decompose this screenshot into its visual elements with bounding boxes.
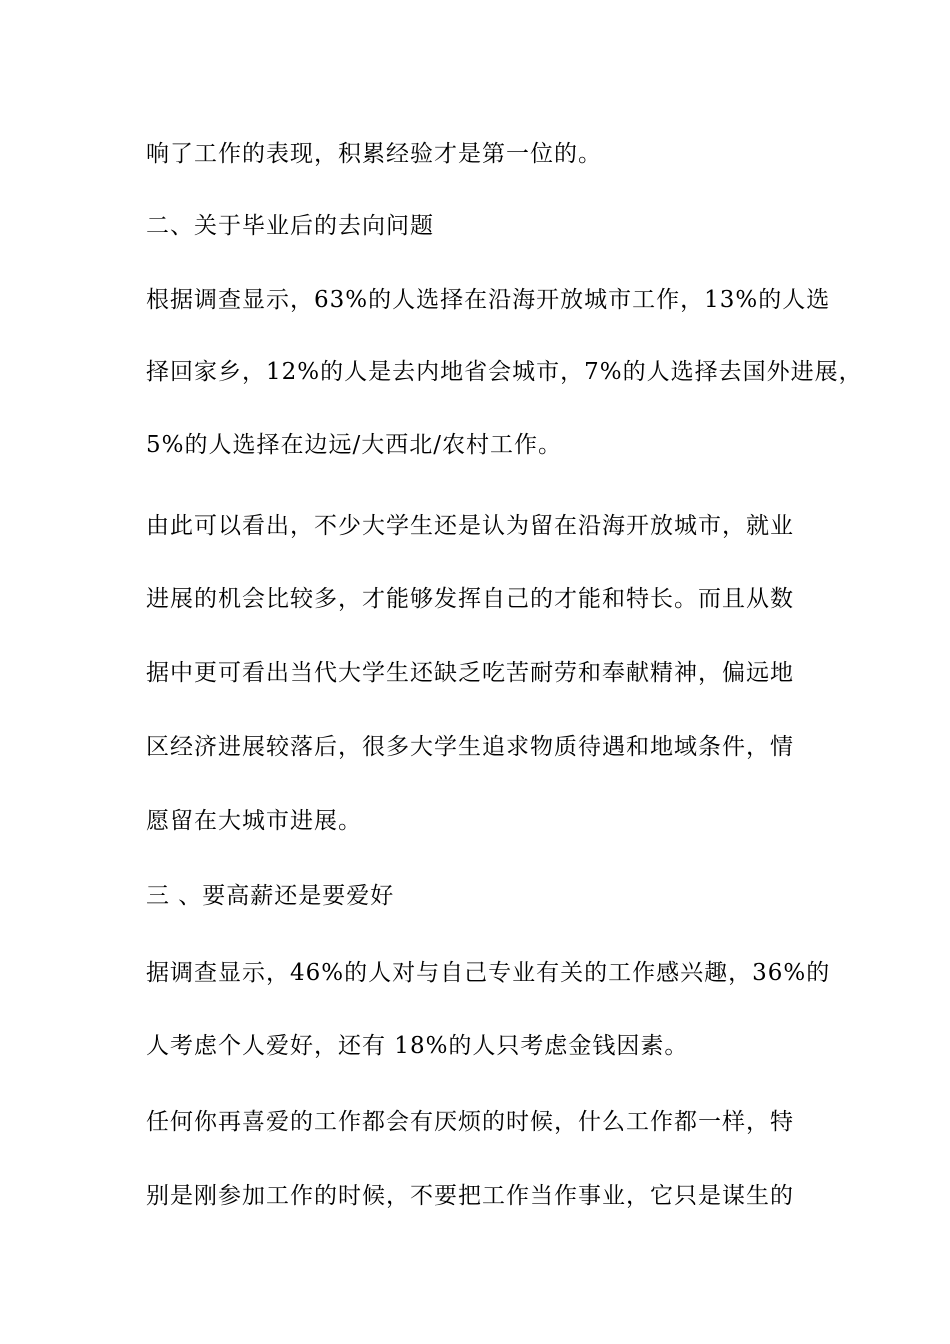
paragraph-line: 进展的机会比较多，才能够发挥自己的才能和特长。而且从数 <box>146 586 794 612</box>
paragraph-line: 据中更可看出当代大学生还缺乏吃苦耐劳和奉献精神，偏远地 <box>146 660 794 686</box>
paragraph-line: 择回家乡，12%的人是去内地省会城市，7%的人选择去国外进展， <box>146 359 863 385</box>
section-heading: 二、关于毕业后的去向问题 <box>146 213 434 239</box>
paragraph-line: 响了工作的表现，积累经验才是第一位的。 <box>146 141 602 167</box>
paragraph-line: 任何你再喜爱的工作都会有厌烦的时候，什么工作都一样，特 <box>146 1109 794 1135</box>
section-heading: 三 、要高薪还是要爱好 <box>146 883 395 909</box>
paragraph-line: 区经济进展较落后，很多大学生追求物质待遇和地域条件，情 <box>146 734 794 760</box>
paragraph-line: 愿留在大城市进展。 <box>146 808 362 834</box>
paragraph-line: 根据调查显示，63%的人选择在沿海开放城市工作，13%的人选 <box>146 287 831 313</box>
paragraph-line: 5%的人选择在边远/大西北/农村工作。 <box>146 432 562 458</box>
paragraph-line: 别是刚参加工作的时候，不要把工作当作事业，它只是谋生的 <box>146 1183 794 1209</box>
paragraph-line: 人考虑个人爱好，还有 18%的人只考虑金钱因素。 <box>146 1033 689 1059</box>
paragraph-line: 由此可以看出，不少大学生还是认为留在沿海开放城市，就业 <box>146 513 794 539</box>
paragraph-line: 据调查显示，46%的人对与自己专业有关的工作感兴趣，36%的 <box>146 960 831 986</box>
